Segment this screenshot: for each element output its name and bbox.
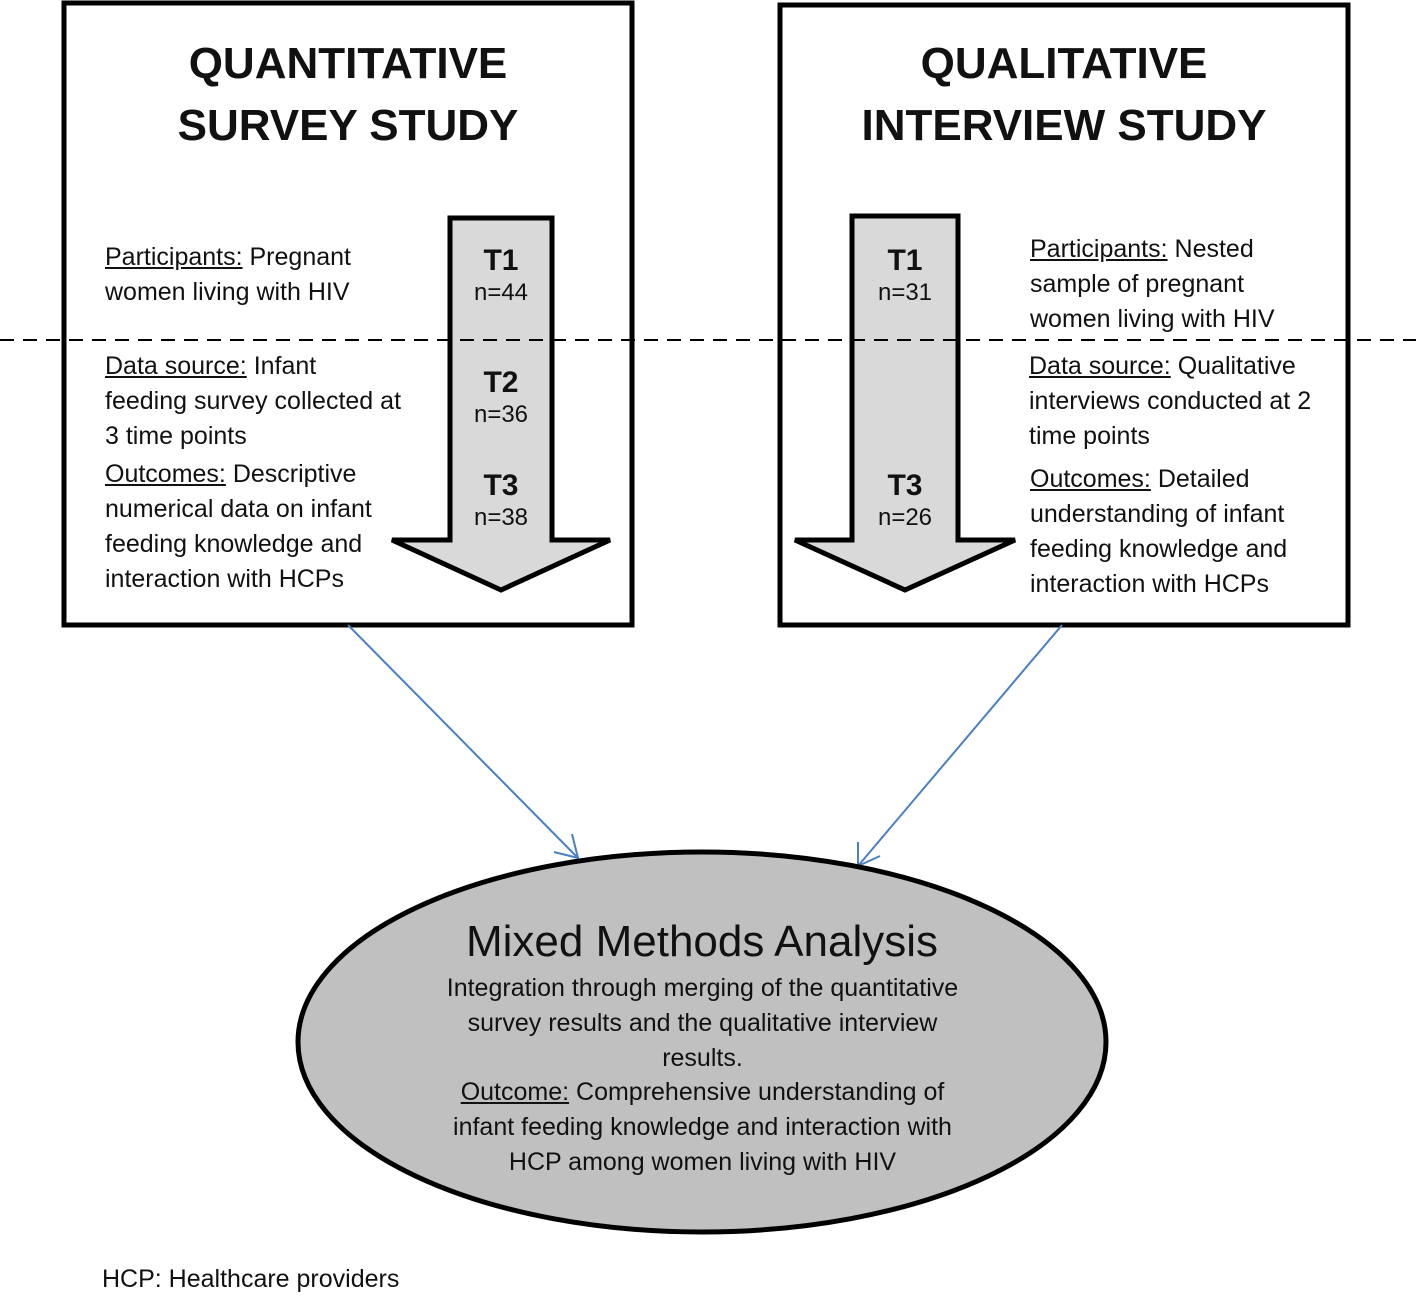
qualitative-title-line-2: INTERVIEW STUDY [861,101,1267,150]
participants-label: Participants: [105,243,243,271]
data-source-text: Qualitative interviews conducted at 2 time points [1029,352,1312,450]
quantitative-participants [105,240,405,310]
timepoint-t1-qual [860,244,950,308]
quantitative-title-line-1: QUANTITATIVE [188,39,508,88]
timepoint-label: T1 [887,244,923,277]
outcomes-text: Detailed understanding of infant feeding knowledge and interaction with HCPs [1030,465,1288,598]
analysis-title: Mixed Methods Analysis [466,917,938,966]
quantitative-study-title [64,33,632,157]
timepoint-sample-size: n=38 [473,504,529,531]
timepoint-label: T1 [483,244,519,277]
timepoint-sample-size: n=44 [473,279,529,306]
analysis-description: Integration through merging of the quantitative survey results and the qualitative interview results. [446,974,959,1072]
data-source-text: Infant feeding survey collected at 3 time points [105,352,402,450]
timepoint-t1-quant [456,244,546,308]
analysis-outcome [430,1075,975,1180]
timepoint-t2-quant [456,366,546,430]
data-source-label: Data source: [105,352,247,380]
outcomes-text: Descriptive numerical data on infant feeding knowledge and interaction with HCPs [105,460,372,593]
qualitative-study-title [780,33,1348,157]
data-source-label: Data source: [1029,352,1171,380]
quantitative-data-source [105,349,405,454]
quantitative-title-line-2: SURVEY STUDY [177,101,519,150]
qualitative-participants [1030,232,1325,337]
timepoint-sample-size: n=31 [877,279,933,306]
analysis-outcome-text: Comprehensive understanding of infant feeding knowledge and interaction with HCP among women living with HIV [453,1078,952,1176]
outcomes-label: Outcomes: [1030,465,1151,493]
connector-right-line [858,625,1062,866]
analysis-outcome-label: Outcome: [460,1078,570,1106]
timepoint-label: T3 [887,469,923,502]
timepoint-t3-quant [456,469,546,533]
participants-text: Nested sample of pregnant women living with HIV [1030,235,1275,333]
timepoint-label: T2 [483,366,519,399]
quantitative-outcomes [105,457,405,597]
participants-label: Participants: [1030,235,1168,263]
timepoint-sample-size: n=36 [473,401,529,428]
timepoint-t3-qual [860,469,950,533]
qualitative-data-source [1029,349,1329,454]
outcomes-label: Outcomes: [105,460,226,488]
timepoint-sample-size: n=26 [877,504,933,531]
connector-left-line [348,625,578,858]
footnote: HCP: Healthcare providers [102,1265,400,1293]
qualitative-outcomes [1030,462,1330,602]
participants-text: Pregnant women living with HIV [105,243,351,306]
qualitative-title-line-1: QUALITATIVE [920,39,1208,88]
timepoint-label: T3 [483,469,519,502]
